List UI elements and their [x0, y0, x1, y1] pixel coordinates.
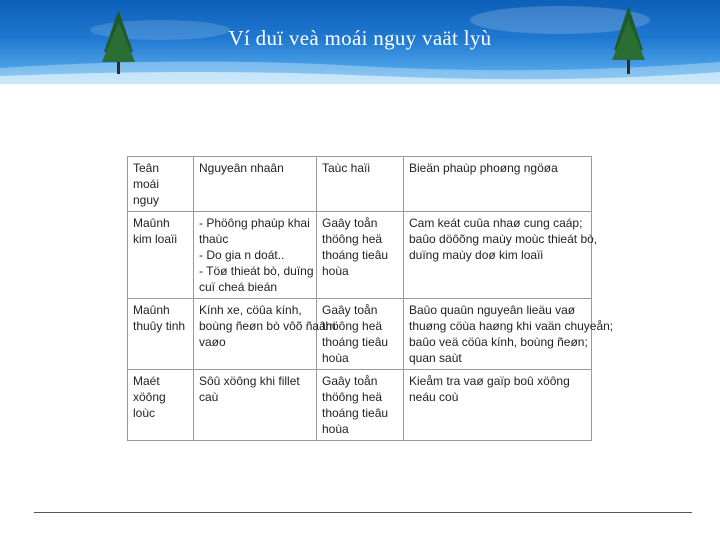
cell-line: caù — [199, 390, 219, 404]
harm-cell — [317, 370, 404, 441]
table-row — [128, 212, 592, 299]
cell-line: thuûy tinh — [133, 319, 186, 333]
prevention-cell — [404, 299, 614, 370]
cell-line: thuøng cöùa haøng khi vaän chuyeån; — [409, 319, 614, 333]
prevention-cell — [404, 370, 592, 441]
cell-line: thoáng tieâu — [322, 335, 389, 349]
header-prevention: Bieän phaùp phoøng ngöøa — [404, 157, 592, 212]
hazard-cell — [128, 212, 194, 299]
cell-line: thoáng tieâu — [322, 406, 389, 420]
cell-line: baûo döôõng maùy moùc thieát bò, — [409, 232, 598, 246]
cell-line: - Töø thieát bò, duïng — [199, 264, 314, 278]
cell-line: kim loaïi — [133, 232, 178, 246]
header-banner — [0, 0, 720, 84]
cell-line: baûo veä cöûa kính, boùng ñeøn; — [409, 335, 588, 349]
table-header-row — [128, 157, 592, 212]
cell-line: hoùa — [322, 422, 349, 436]
cell-line: Maûnh — [133, 216, 170, 230]
harm-cell — [317, 212, 404, 299]
cell-line: boùng ñeøn bò vôõ ñaâm — [199, 319, 336, 333]
cell-line: hoùa — [322, 351, 349, 365]
cell-line: quan saùt — [409, 351, 462, 365]
cell-line: - Do gia n doát.. — [199, 248, 285, 262]
table-row — [128, 370, 592, 441]
cell-line: neáu coù — [409, 390, 459, 404]
cell-line: hoùa — [322, 264, 349, 278]
hazard-cell — [128, 370, 194, 441]
cell-line: Gaây toån — [322, 374, 378, 388]
header-harm: Taùc haïi — [317, 157, 404, 212]
cell-line: Kính xe, cöûa kính, — [199, 303, 302, 317]
cell-line: Maûnh — [133, 303, 170, 317]
table-row — [128, 299, 592, 370]
cell-line: Sôû xöông khi fillet — [199, 374, 300, 388]
cell-line: thöông heä — [322, 319, 383, 333]
prevention-cell — [404, 212, 598, 299]
cell-line: Gaây toån — [322, 216, 378, 230]
hazard-table-container — [127, 156, 614, 441]
cause-cell — [194, 370, 317, 441]
cell-line: thoáng tieâu — [322, 248, 389, 262]
footer-divider — [34, 512, 692, 513]
cause-cell — [194, 212, 317, 299]
cell-line: cuï cheá bieán — [199, 280, 278, 294]
cell-line: Baûo quaûn nguyeân lieäu vaø — [409, 303, 576, 317]
cell-line: Maét — [133, 374, 160, 388]
slide-title: Ví duï veà moái nguy vaät lyù — [228, 26, 492, 50]
cell-line: - Phöông phaùp khai — [199, 216, 310, 230]
cell-line: Gaây toån — [322, 303, 378, 317]
cell-line: Kieåm tra vaø gaïp boû xöông — [409, 374, 570, 388]
cell-line: duïng maùy doø kim loaïi — [409, 248, 544, 262]
cell-line: vaøo — [199, 335, 226, 349]
header-hazard: Teân moái nguy — [128, 157, 194, 212]
cell-line: Cam keát cuûa nhaø cung caáp; — [409, 216, 583, 230]
hazard-table — [127, 156, 614, 441]
cell-line: xöông — [133, 390, 166, 404]
cell-line: thöông heä — [322, 232, 383, 246]
header-cause: Nguyeân nhaân — [194, 157, 317, 212]
harm-cell — [317, 299, 404, 370]
cell-line: loùc — [133, 406, 156, 420]
cell-line: thöông heä — [322, 390, 383, 404]
cell-line: thaùc — [199, 232, 229, 246]
hazard-cell — [128, 299, 194, 370]
